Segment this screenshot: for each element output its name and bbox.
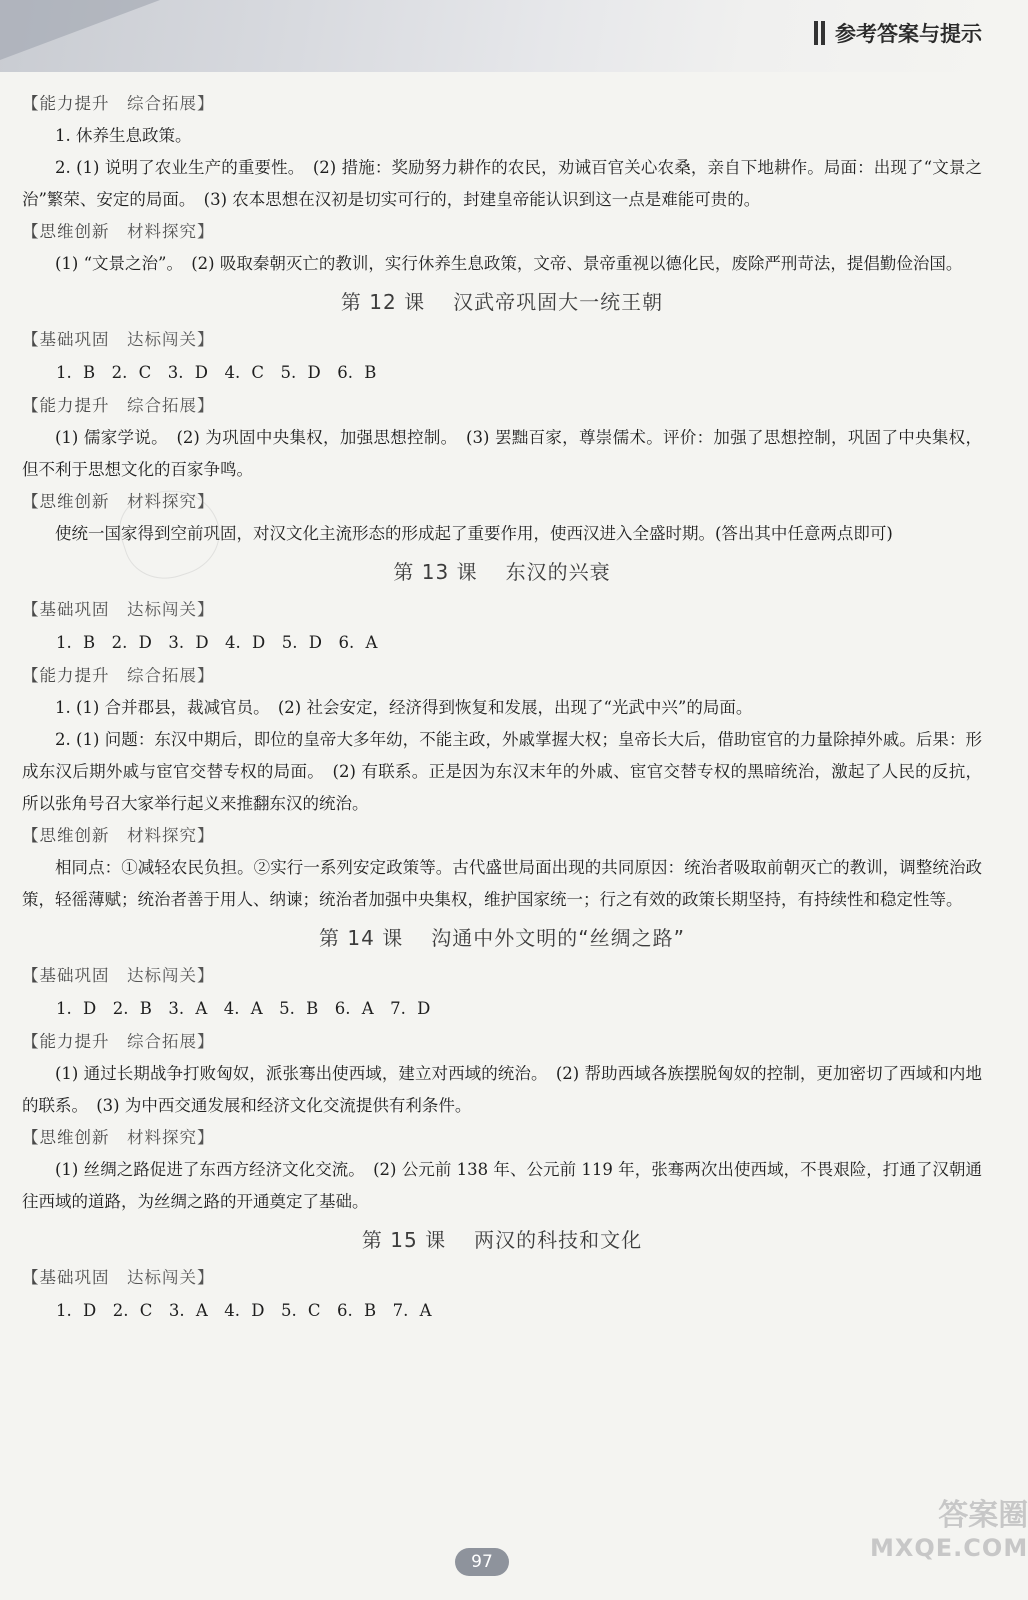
answer-paragraph: 1. 休养生息政策。 [55, 126, 192, 145]
section-heading-part: 材料探究】 [127, 826, 215, 845]
section-heading-part: 【基础巩固 [22, 1268, 110, 1287]
section-heading-part: 达标闯关】 [127, 966, 215, 985]
choice-answers: 1. B 2. C 3. D 4. C 5. D 6. B [56, 363, 377, 382]
answer-paragraph: 使统一国家得到空前巩固，对汉文化主流形态的形成起了重要作用，使西汉进入全盛时期。(答出其中任意两点即可) [55, 524, 893, 543]
answer-paragraph: 2. (1) 问题：东汉中期后，即位的皇帝大多年幼，不能主政，外戚掌握大权；皇帝长大后，借助宦官的力量除掉外戚。后果：形成东汉后期外戚与宦官交替专权的局面。 (2) 有联系。正是因为东汉末年的外戚、宦官交替专权的黑暗统治，激起了人民的反抗，所以张角号召大家举行起义来推翻东汉的统治。 [22, 730, 982, 813]
section-heading [22, 1122, 982, 1154]
header-corner-decoration [0, 0, 160, 60]
section-heading-part: 【基础巩固 [22, 600, 110, 619]
lesson-name: 汉武帝巩固大一统王朝 [453, 290, 664, 314]
lesson-title [22, 916, 982, 960]
section-heading-part: 【基础巩固 [22, 330, 110, 349]
answer-paragraph: 2. (1) 说明了农业生产的重要性。 (2) 措施：奖励努力耕作的农民，劝诫百官关心农桑，亲自下地耕作。局面：出现了“文景之治”繁荣、安定的局面。 (3) 农本思想在汉初是切实可行的，封建皇帝能认识到这一点是难能可贵的。 [22, 158, 982, 209]
choice-answers: 1. D 2. B 3. A 4. A 5. B 6. A 7. D [56, 999, 431, 1018]
answer-paragraph: (1) 儒家学说。 (2) 为巩固中央集权，加强思想控制。 (3) 罢黜百家，尊崇儒术。评价：加强了思想控制，巩固了中央集权，但不利于思想文化的百家争鸣。 [22, 428, 982, 479]
section-heading-part: 【思维创新 [22, 826, 110, 845]
section-heading [22, 88, 982, 120]
section-heading-part: 【思维创新 [22, 1128, 110, 1147]
choice-answers: 1. B 2. D 3. D 4. D 5. D 6. A [56, 633, 378, 652]
section-heading-part: 材料探究】 [127, 222, 215, 241]
watermark-line1: 答案圈 [938, 1498, 1028, 1533]
section-heading-part: 【能力提升 [22, 396, 110, 415]
lesson-name: 东汉的兴衰 [505, 560, 611, 584]
header-bar-icon [814, 21, 818, 45]
answer-paragraph: 相同点：①减轻农民负担。②实行一系列安定政策等。古代盛世局面出现的共同原因：统治者吸取前朝灭亡的教训，调整统治政策，轻徭薄赋；统治者善于用人、纳谏；统治者加强中央集权，维护国家统一；行之有效的政策长期坚持，有持续性和稳定性等。 [22, 858, 982, 909]
section-heading [22, 486, 982, 518]
page-number: 97 [455, 1548, 509, 1576]
running-header [814, 18, 982, 48]
header-bar-icon [821, 21, 825, 45]
section-heading-part: 【能力提升 [22, 1032, 110, 1051]
section-heading-part: 达标闯关】 [127, 1268, 215, 1287]
lesson-name: 沟通中外文明的“丝绸之路” [431, 926, 685, 950]
choice-answers: 1. D 2. C 3. A 4. D 5. C 6. B 7. A [56, 1301, 432, 1320]
lesson-number: 第 14 课 [319, 926, 404, 950]
section-heading-part: 【能力提升 [22, 94, 110, 113]
section-heading-part: 综合拓展】 [127, 396, 215, 415]
answer-content [22, 88, 982, 1328]
running-header-title: 参考答案与提示 [835, 22, 982, 46]
section-heading-part: 达标闯关】 [127, 600, 215, 619]
section-heading-part: 综合拓展】 [127, 666, 215, 685]
answer-paragraph: (1) 丝绸之路促进了东西方经济文化交流。 (2) 公元前 138 年、公元前 119 年，张骞两次出使西域，不畏艰险，打通了汉朝通往西域的道路，为丝绸之路的开通奠定了基础。 [22, 1160, 982, 1211]
section-heading [22, 960, 982, 992]
section-heading [22, 594, 982, 626]
section-heading-part: 达标闯关】 [127, 330, 215, 349]
section-heading-part: 综合拓展】 [127, 94, 215, 113]
section-heading [22, 1026, 982, 1058]
answer-paragraph: (1) “文景之治”。 (2) 吸取秦朝灭亡的教训，实行休养生息政策，文帝、景帝重视以德化民，废除严刑苛法，提倡勤俭治国。 [55, 254, 963, 273]
section-heading [22, 820, 982, 852]
section-heading-part: 材料探究】 [127, 1128, 215, 1147]
section-heading-part: 【思维创新 [22, 222, 110, 241]
lesson-number: 第 12 课 [340, 290, 426, 314]
lesson-number: 第 13 课 [393, 560, 478, 584]
section-heading-part: 【基础巩固 [22, 966, 110, 985]
section-heading [22, 660, 982, 692]
lesson-title [22, 280, 982, 324]
section-heading-part: 【能力提升 [22, 666, 110, 685]
answer-paragraph: 1. (1) 合并郡县，裁减官员。 (2) 社会安定，经济得到恢复和发展，出现了“光武中兴”的局面。 [55, 698, 753, 717]
lesson-number: 第 15 课 [361, 1228, 447, 1252]
answer-paragraph: (1) 通过长期战争打败匈奴，派张骞出使西域，建立对西域的统治。 (2) 帮助西域各族摆脱匈奴的控制，更加密切了西域和内地的联系。 (3) 为中西交通发展和经济文化交流提供有利条件。 [22, 1064, 982, 1115]
lesson-title [22, 550, 982, 594]
lesson-name: 两汉的科技和文化 [474, 1228, 643, 1252]
section-heading-part: 材料探究】 [127, 492, 215, 511]
watermark-line2: MXQE.COM [870, 1534, 1028, 1562]
lesson-title [22, 1218, 982, 1262]
section-heading [22, 324, 982, 356]
section-heading [22, 390, 982, 422]
section-heading [22, 1262, 982, 1294]
watermark-logo [870, 1490, 1028, 1562]
section-heading [22, 216, 982, 248]
section-heading-part: 【思维创新 [22, 492, 110, 511]
section-heading-part: 综合拓展】 [127, 1032, 215, 1051]
